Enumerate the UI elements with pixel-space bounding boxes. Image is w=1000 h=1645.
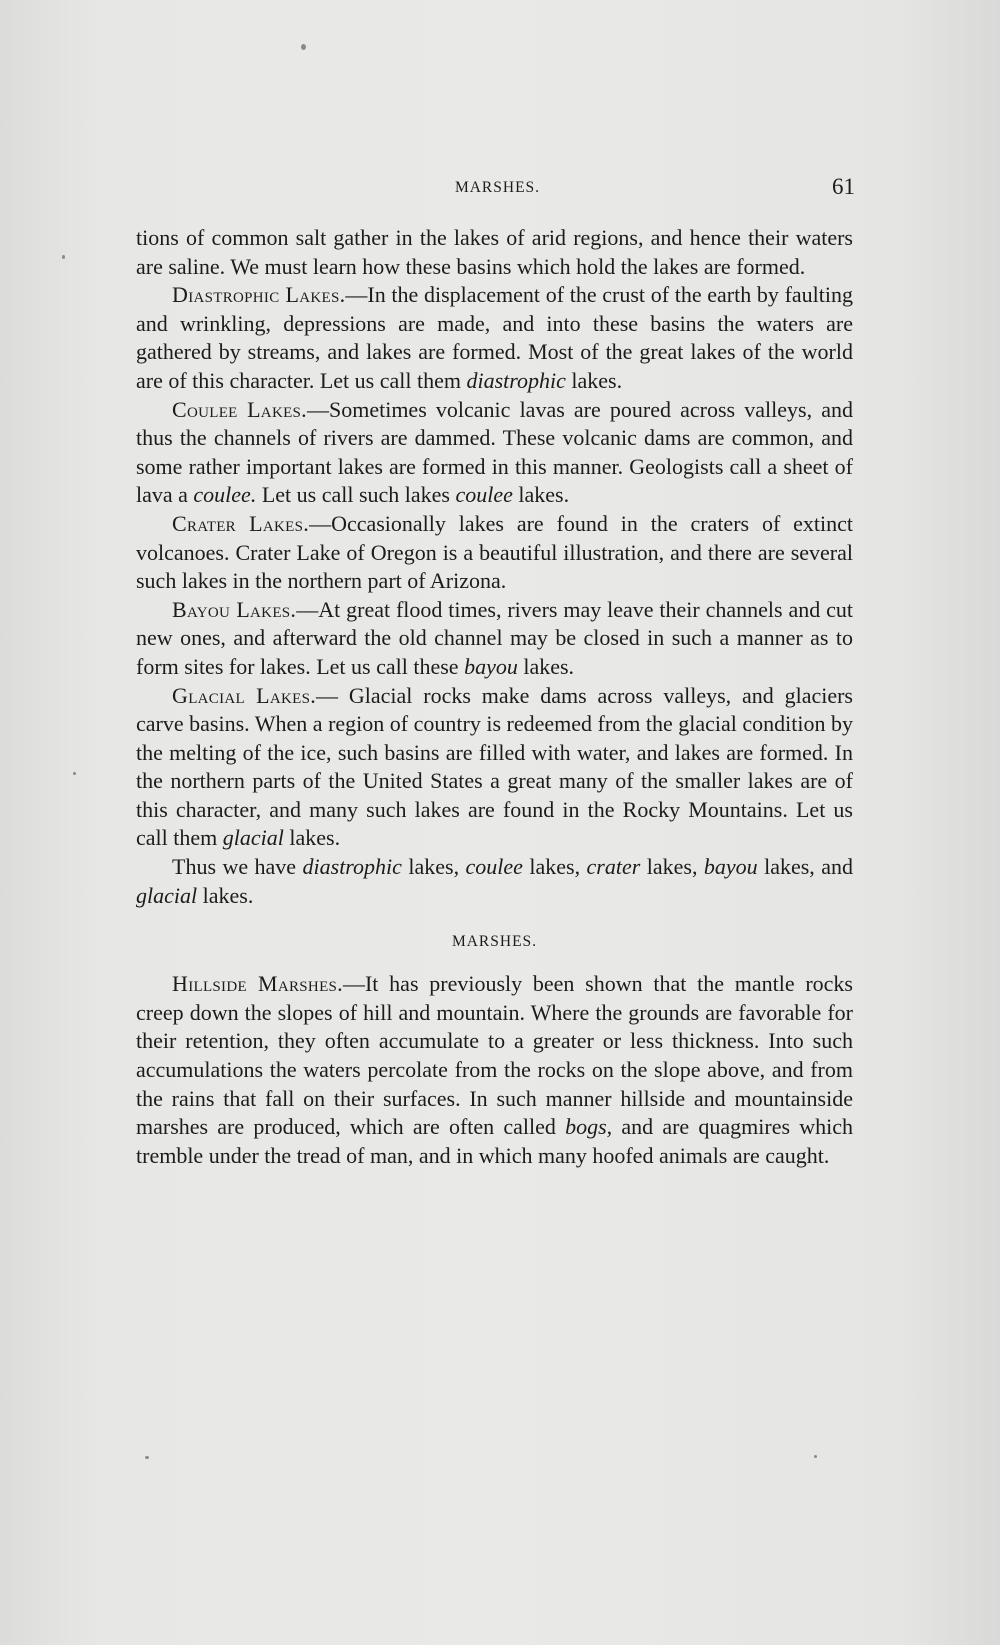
italic-term: diastrophic	[466, 367, 566, 393]
paper-speck	[145, 1456, 149, 1459]
italic-term: coulee.	[193, 482, 257, 508]
paragraph-text: Thus we have	[172, 854, 303, 880]
paragraph-text: and are quagmires which tremble under the tread of man, and in which many hoofed animals are caught.	[136, 1114, 853, 1168]
paragraph-text: lakes,	[401, 854, 466, 880]
paragraph	[136, 281, 853, 395]
run-in-heading: Crater Lakes.	[172, 510, 310, 536]
paper-speck	[301, 44, 306, 50]
italic-term: diastrophic	[302, 854, 402, 880]
body-text	[136, 224, 853, 1170]
paragraph	[136, 596, 853, 682]
run-in-heading: Hillside Marshes.	[172, 971, 343, 997]
paragraph-text: —In the displacement of the crust of the earth by faulting and wrinkling, depressions are made, and into these basins the waters are gathered by streams, and lakes are formed. Most of the great lakes of the world are of this character. Let us call them	[136, 282, 853, 393]
paragraph	[136, 510, 853, 596]
paper-speck	[73, 772, 76, 775]
page-number: 61	[832, 174, 855, 199]
italic-term: crater	[586, 854, 641, 880]
paragraph-text: — Glacial rocks make dams across valleys, and glaciers carve basins. When a region of country is redeemed from the glacial condition by the melting of the ice, such basins are filled with water, and lakes are formed. In the northern parts of the United States a great many of the smaller lakes are of this character, and many such lakes are found in the Rocky Mountains. Let us call them	[136, 682, 853, 851]
italic-term: bogs,	[565, 1114, 613, 1140]
lakes-section	[136, 224, 853, 910]
paragraph	[136, 224, 853, 281]
paragraph-text: lakes, and	[757, 854, 854, 880]
run-in-heading: Bayou Lakes.	[172, 596, 297, 622]
run-in-heading: Diastrophic Lakes.	[172, 282, 346, 308]
italic-term: coulee	[465, 854, 523, 880]
paragraph	[136, 970, 853, 1170]
paragraph	[136, 853, 853, 910]
paragraph-text: —At great flood times, rivers may leave their channels and cut new ones, and afterward the old channel may be closed in such a manner as to form sites for lakes. Let us call these	[136, 596, 853, 679]
paragraph-text: Let us call such lakes	[256, 482, 456, 508]
paragraph	[136, 396, 853, 510]
paragraph	[136, 682, 853, 854]
paragraph-text: tions of common salt gather in the lakes of arid regions, and hence their waters are saline. We must learn how these basins which hold the lakes are formed.	[136, 225, 853, 279]
italic-term: glacial	[222, 825, 284, 851]
paragraph-text: —Occasionally lakes are found in the craters of extinct volcanoes. Crater Lake of Oregon is a beautiful illustration, and there are several such lakes in the northern part of Arizona.	[136, 510, 854, 594]
paragraph-text: lakes,	[640, 854, 704, 880]
italic-term: bayou	[703, 854, 758, 880]
italic-term: bayou	[464, 653, 518, 679]
section-heading-marshes: MARSHES.	[451, 933, 538, 951]
paragraph-text: lakes.	[283, 825, 341, 851]
running-head-title: MARSHES.	[454, 179, 541, 196]
paragraph-text: lakes.	[565, 367, 623, 393]
paragraph-text: —Sometimes volcanic lavas are poured across valleys, and thus the channels of rivers are dammed. These volcanic dams are common, and some rather important lakes are formed in this manner. Geologists call a sheet of lava a	[136, 396, 853, 508]
paragraph-text: lakes.	[197, 882, 254, 908]
running-head	[140, 176, 855, 206]
run-in-heading: Glacial Lakes.	[172, 682, 317, 708]
paragraph-text: —It has previously been shown that the mantle rocks creep down the slopes of hill and mountain. Where the grounds are favorable for their retention, they often accumulate to a greater or less thickness. Into such accumulations the waters percolate from the rocks on the slope above, and from the rains that fall on their surfaces. In such manner hillside and mountainside marshes are produced, which are often called	[136, 971, 853, 1140]
paragraph-text: lakes.	[517, 653, 575, 679]
italic-term: glacial	[136, 882, 198, 908]
paragraph-text: lakes.	[512, 482, 570, 508]
marshes-section	[136, 970, 853, 1170]
paragraph-text: lakes,	[522, 854, 587, 880]
paper-speck	[62, 255, 65, 259]
paper-speck	[814, 1455, 817, 1458]
run-in-heading: Coulee Lakes.	[172, 396, 307, 422]
italic-term: coulee	[455, 482, 513, 508]
